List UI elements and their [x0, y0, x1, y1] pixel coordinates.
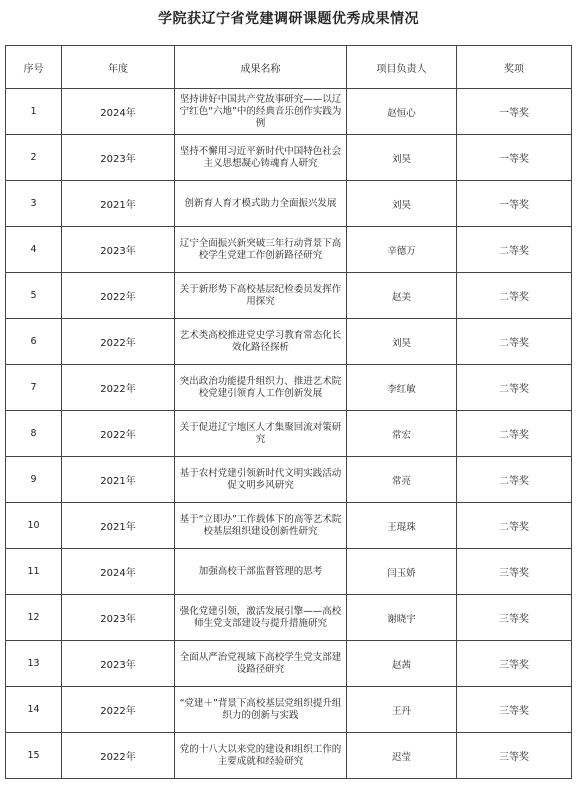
table-row: [6, 457, 572, 503]
cell-award: 二等奖: [457, 273, 572, 319]
table-row: [6, 595, 572, 641]
cell-index: 1: [6, 89, 62, 135]
table-row: [6, 641, 572, 687]
cell-leader: 刘昊: [347, 135, 457, 181]
cell-leader: 迟莹: [347, 733, 457, 779]
cell-title: 全面从严治党视域下高校学生党支部建设路径研究: [175, 641, 347, 687]
cell-award: 三等奖: [457, 595, 572, 641]
cell-title: 辽宁全面振兴新突破三年行动背景下高校学生党建工作创新路径研究: [175, 227, 347, 273]
cell-index: 10: [6, 503, 62, 549]
cell-index: 13: [6, 641, 62, 687]
table-row: [6, 549, 572, 595]
awards-table: [5, 45, 572, 779]
cell-index: 15: [6, 733, 62, 779]
cell-index: 4: [6, 227, 62, 273]
cell-award: 三等奖: [457, 549, 572, 595]
cell-leader: 常亮: [347, 457, 457, 503]
cell-leader: 常宏: [347, 411, 457, 457]
table-header: [6, 46, 572, 89]
cell-leader: 谢晓宇: [347, 595, 457, 641]
cell-year: 2023年: [62, 135, 175, 181]
cell-index: 14: [6, 687, 62, 733]
cell-title: 加强高校干部监督管理的思考: [175, 549, 347, 595]
cell-award: 三等奖: [457, 733, 572, 779]
cell-leader: 王琨珠: [347, 503, 457, 549]
cell-year: 2024年: [62, 89, 175, 135]
cell-title: 基于“立即办”工作载体下的高等艺术院校基层组织建设创新性研究: [175, 503, 347, 549]
cell-award: 一等奖: [457, 135, 572, 181]
table-row: [6, 733, 572, 779]
header-row: [6, 46, 572, 89]
cell-award: 二等奖: [457, 227, 572, 273]
cell-title: 基于农村党建引领新时代文明实践活动促文明乡风研究: [175, 457, 347, 503]
cell-year: 2021年: [62, 503, 175, 549]
cell-award: 二等奖: [457, 411, 572, 457]
table-row: [6, 319, 572, 365]
page-title: 学院获辽宁省党建调研课题优秀成果情况: [158, 11, 419, 27]
cell-title: 关于新形势下高校基层纪检委员发挥作用探究: [175, 273, 347, 319]
cell-title: 坚持不懈用习近平新时代中国特色社会主义思想凝心铸魂育人研究: [175, 135, 347, 181]
cell-leader: 刘昊: [347, 319, 457, 365]
cell-title: 党的十八大以来党的建设和组织工作的主要成就和经验研究: [175, 733, 347, 779]
table-body: [6, 89, 572, 779]
table-row: [6, 227, 572, 273]
cell-year: 2022年: [62, 273, 175, 319]
cell-leader: 赵恒心: [347, 89, 457, 135]
cell-leader: 赵美: [347, 273, 457, 319]
cell-award: 二等奖: [457, 503, 572, 549]
table-row: [6, 89, 572, 135]
cell-index: 3: [6, 181, 62, 227]
cell-year: 2022年: [62, 365, 175, 411]
cell-title: “党建＋”背景下高校基层党组织提升组织力的创新与实践: [175, 687, 347, 733]
cell-award: 一等奖: [457, 89, 572, 135]
cell-year: 2021年: [62, 181, 175, 227]
cell-year: 2023年: [62, 641, 175, 687]
cell-year: 2024年: [62, 549, 175, 595]
table-row: [6, 273, 572, 319]
cell-year: 2022年: [62, 319, 175, 365]
cell-year: 2023年: [62, 595, 175, 641]
cell-year: 2022年: [62, 687, 175, 733]
header-leader: 项目负责人: [347, 46, 457, 89]
cell-award: 三等奖: [457, 687, 572, 733]
cell-year: 2022年: [62, 411, 175, 457]
cell-award: 一等奖: [457, 181, 572, 227]
table-row: [6, 411, 572, 457]
header-title: 成果名称: [175, 46, 347, 89]
cell-award: 二等奖: [457, 319, 572, 365]
header-award: 奖项: [457, 46, 572, 89]
cell-award: 二等奖: [457, 365, 572, 411]
header-index: 序号: [6, 46, 62, 89]
cell-title: 艺术类高校推进党史学习教育常态化长效化路径探析: [175, 319, 347, 365]
cell-award: 三等奖: [457, 641, 572, 687]
table-row: [6, 687, 572, 733]
cell-title: 坚持讲好中国共产党故事研究——以辽宁红色“六地”中的经典音乐创作实践为例: [175, 89, 347, 135]
cell-index: 12: [6, 595, 62, 641]
cell-title: 关于促进辽宁地区人才集聚回流对策研究: [175, 411, 347, 457]
table-row: [6, 503, 572, 549]
cell-index: 11: [6, 549, 62, 595]
table-row: [6, 135, 572, 181]
cell-year: 2022年: [62, 733, 175, 779]
cell-index: 8: [6, 411, 62, 457]
header-year: 年度: [62, 46, 175, 89]
cell-year: 2021年: [62, 457, 175, 503]
table-row: [6, 365, 572, 411]
table-row: [6, 181, 572, 227]
cell-index: 6: [6, 319, 62, 365]
cell-index: 5: [6, 273, 62, 319]
cell-title: 突出政治功能提升组织力、推进艺术院校党建引领育人工作创新发展: [175, 365, 347, 411]
cell-index: 9: [6, 457, 62, 503]
cell-year: 2023年: [62, 227, 175, 273]
cell-index: 2: [6, 135, 62, 181]
cell-title: 创新育人育才模式助力全面振兴发展: [175, 181, 347, 227]
cell-award: 二等奖: [457, 457, 572, 503]
cell-leader: 李红敏: [347, 365, 457, 411]
cell-leader: 赵茜: [347, 641, 457, 687]
cell-leader: 刘昊: [347, 181, 457, 227]
cell-leader: 王丹: [347, 687, 457, 733]
cell-leader: 辛德万: [347, 227, 457, 273]
cell-leader: 闫玉娇: [347, 549, 457, 595]
cell-title: 强化党建引领，激活发展引擎——高校师生党支部建设与提升措施研究: [175, 595, 347, 641]
cell-index: 7: [6, 365, 62, 411]
